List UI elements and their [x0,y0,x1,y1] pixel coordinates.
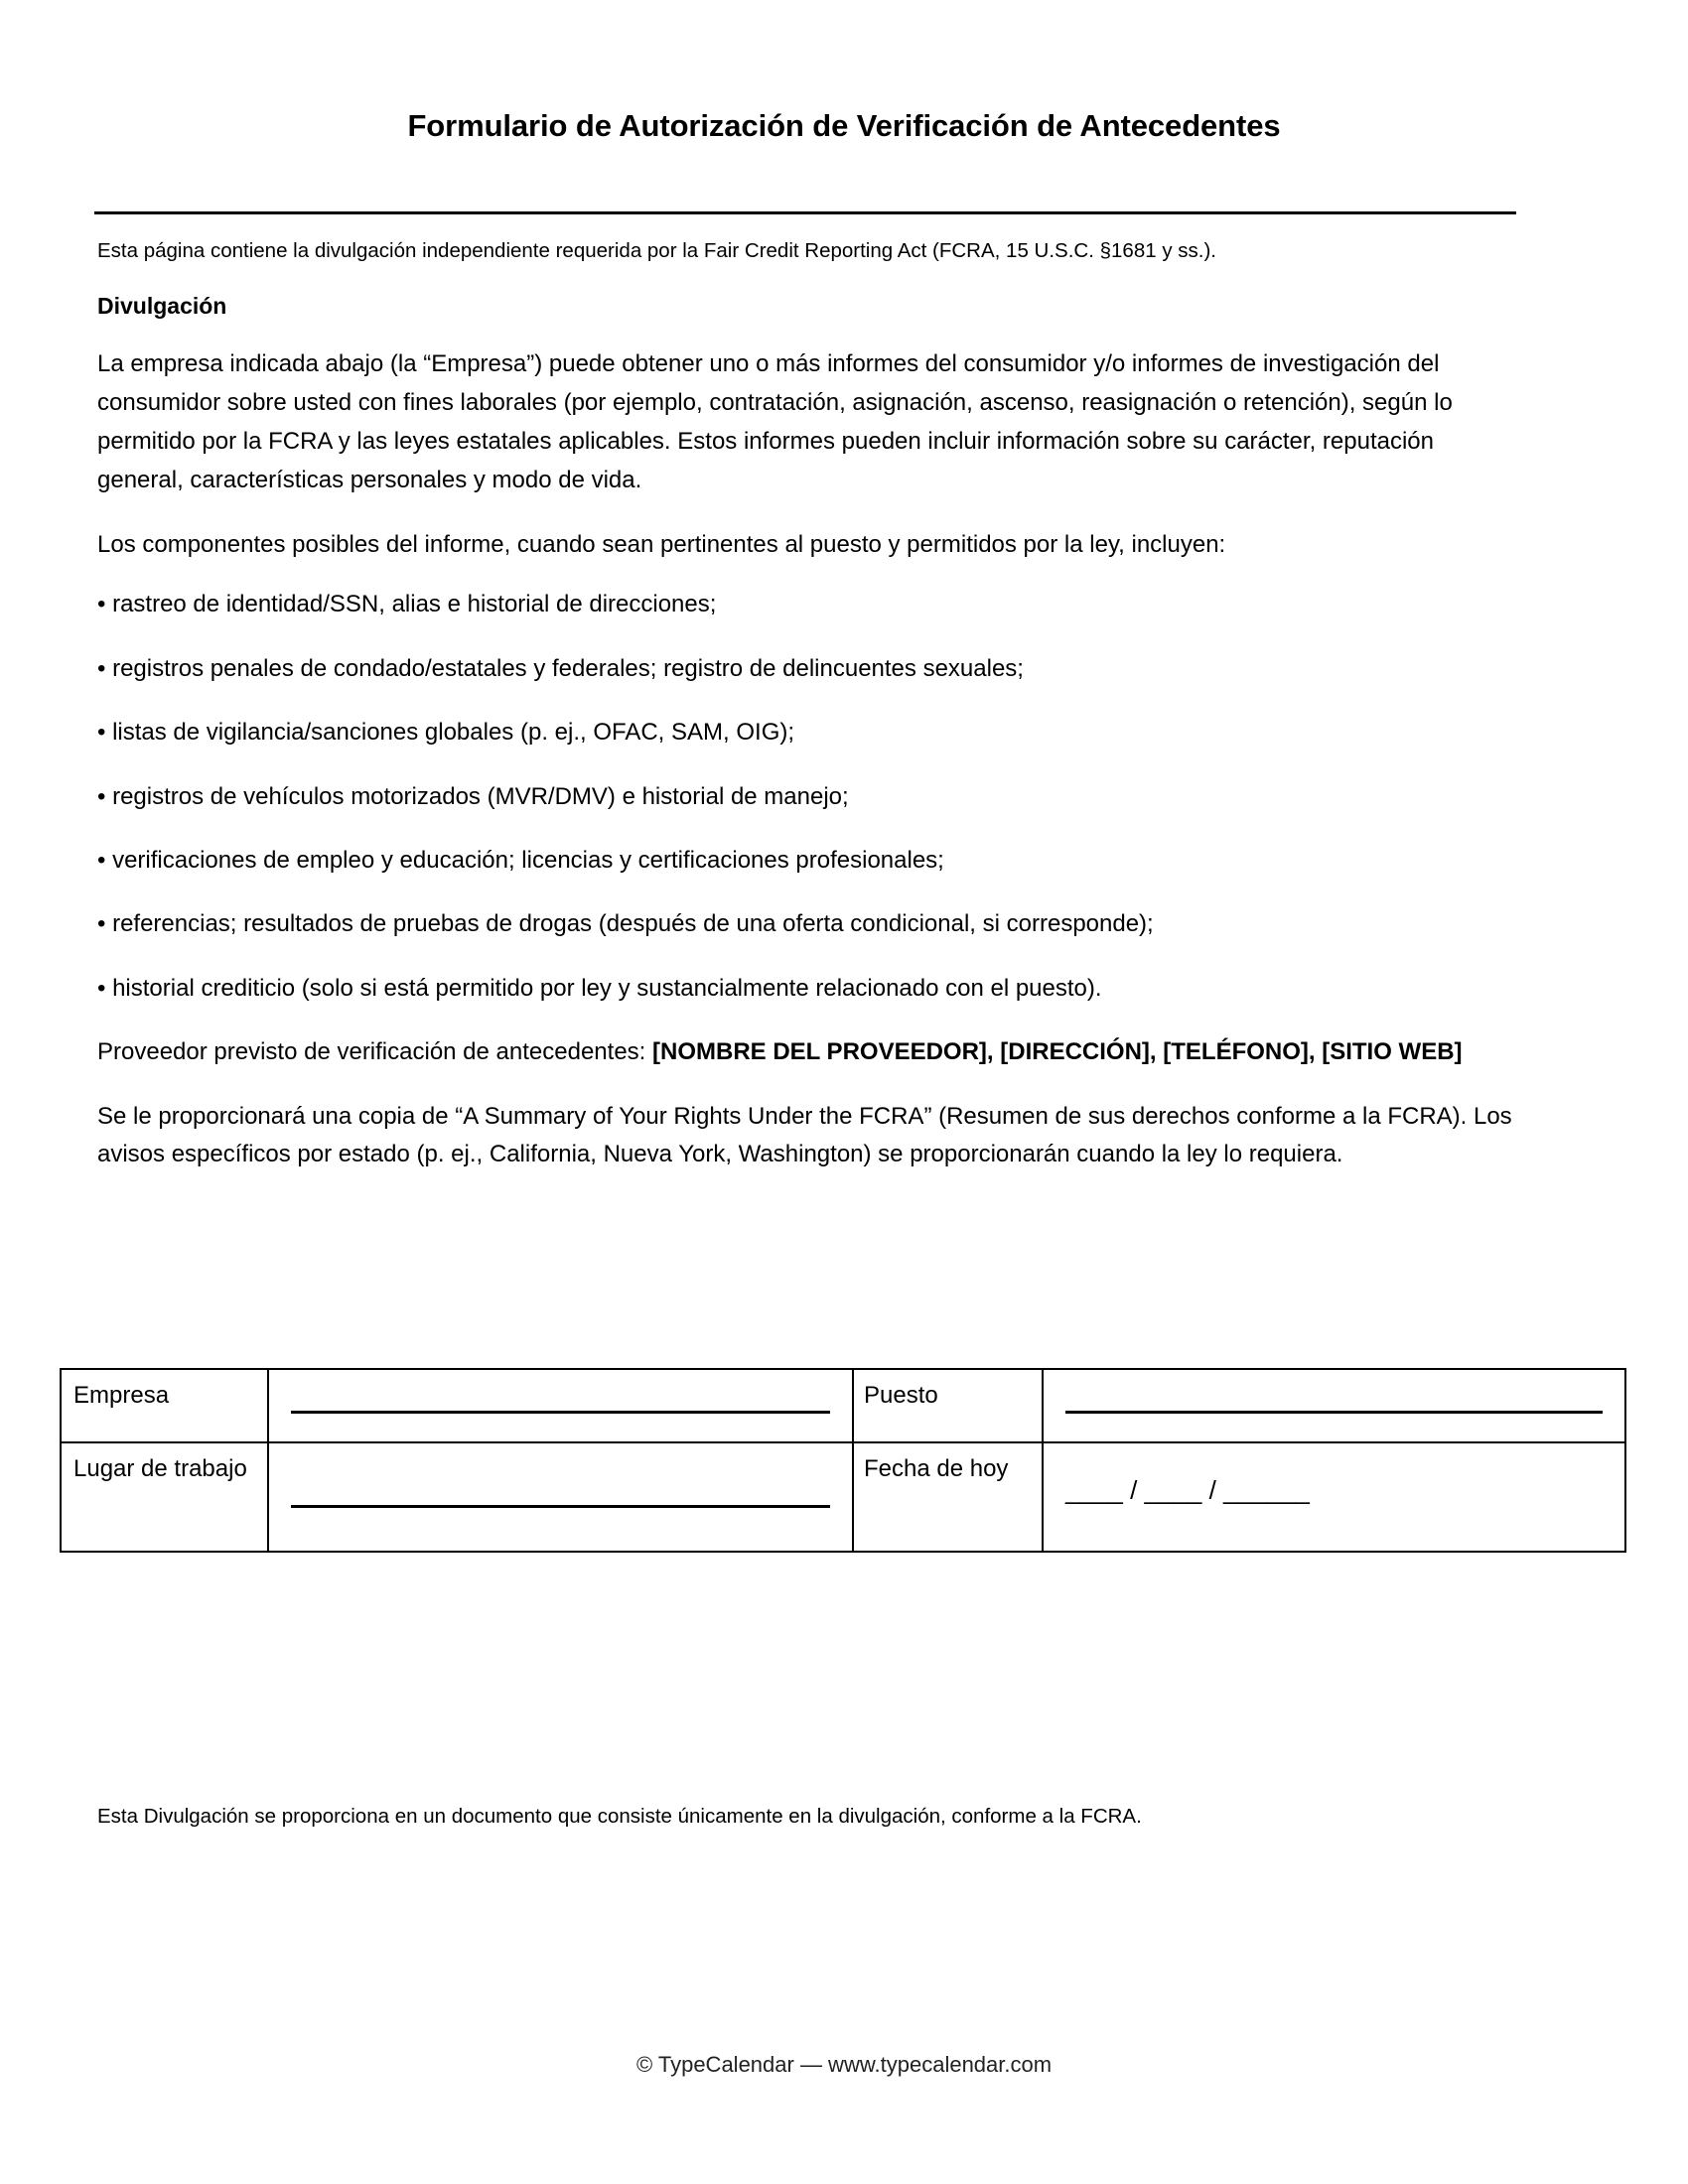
paragraph-report-components-intro: Los componentes posibles del informe, cuando sean pertinentes al puesto y permitidos por la ley, incluyen: [97,530,1226,558]
document-body [97,236,1517,1200]
intro-text: Esta página contiene la divulgación independiente requerida por la Fair Credit Reporting Act (FCRA, 15 U.S.C. §1681 y ss.). [97,239,1216,262]
lugar-write-line [291,1505,830,1508]
list-item: • referencias; resultados de pruebas de drogas (después de una oferta condicional, si corresponde); [97,910,1154,938]
table-row [61,1442,1625,1552]
section-heading-divulgacion: Divulgación [97,293,227,320]
field-puesto[interactable] [1043,1369,1625,1442]
label-empresa: Empresa [61,1369,268,1442]
empresa-write-line [291,1411,830,1414]
list-item: • historial crediticio (solo si está permitido por ley y sustancialmente relacionado con el puesto). [97,974,1102,1002]
header-divider [94,211,1516,214]
puesto-write-line [1065,1411,1603,1414]
field-empresa[interactable] [268,1369,853,1442]
label-lugar-de-trabajo: Lugar de trabajo [61,1442,268,1552]
list-item: • rastreo de identidad/SSN, alias e historial de direcciones; [97,591,717,618]
report-components-list [97,586,1517,1008]
field-fecha-de-hoy[interactable] [1043,1442,1625,1552]
list-item: • registros de vehículos motorizados (MVR/DMV) e historial de manejo; [97,782,849,810]
provider-line [97,1033,1517,1071]
paragraph-disclosure-scope: La empresa indicada abajo (la “Empresa”) puede obtener uno o más informes del consumidor y/o informes de investigación del consumidor sobre usted con fines laborales (por ejemplo, contratación, asignación, ascenso, reasignación o retención), según lo permitido por la FCRA y las leyes estatales aplicables. Estos informes pueden incluir información sobre su carácter, reputación general, características personales y modo de vida. [97,350,1453,493]
list-item: • registros penales de condado/estatales y federales; registro de delincuentes sexuales; [97,654,1024,682]
field-lugar-de-trabajo[interactable] [268,1442,853,1552]
table-row [61,1369,1625,1442]
label-puesto: Puesto [853,1369,1043,1442]
page-title: Formulario de Autorización de Verificación de Antecedentes [407,107,1281,143]
provider-placeholders: [NOMBRE DEL PROVEEDOR], [DIRECCIÓN], [TELÉFONO], [SITIO WEB] [652,1038,1463,1066]
label-fecha-de-hoy: Fecha de hoy [853,1442,1043,1552]
bottom-note: Esta Divulgación se proporciona en un documento que consiste únicamente en la divulgación, conforme a la FCRA. [97,1804,1142,1828]
company-position-table [60,1368,1626,1553]
fecha-value: ____ / ____ / ______ [1065,1475,1310,1505]
list-item: • verificaciones de empleo y educación; licencias y certificaciones profesionales; [97,847,944,875]
provider-label: Proveedor previsto de verificación de antecedentes: [97,1038,652,1066]
list-item: • listas de vigilancia/sanciones globales (p. ej., OFAC, SAM, OIG); [97,719,795,747]
paragraph-summary-of-rights: Se le proporcionará una copia de “A Summary of Your Rights Under the FCRA” (Resumen de sus derechos conforme a la FCRA). Los avisos específicos por estado (p. ej., California, Nueva York, Washington) se proporcionarán cuando la ley lo requiera. [97,1102,1512,1168]
footer-credit: © TypeCalendar — www.typecalendar.com [635,2052,1053,2077]
